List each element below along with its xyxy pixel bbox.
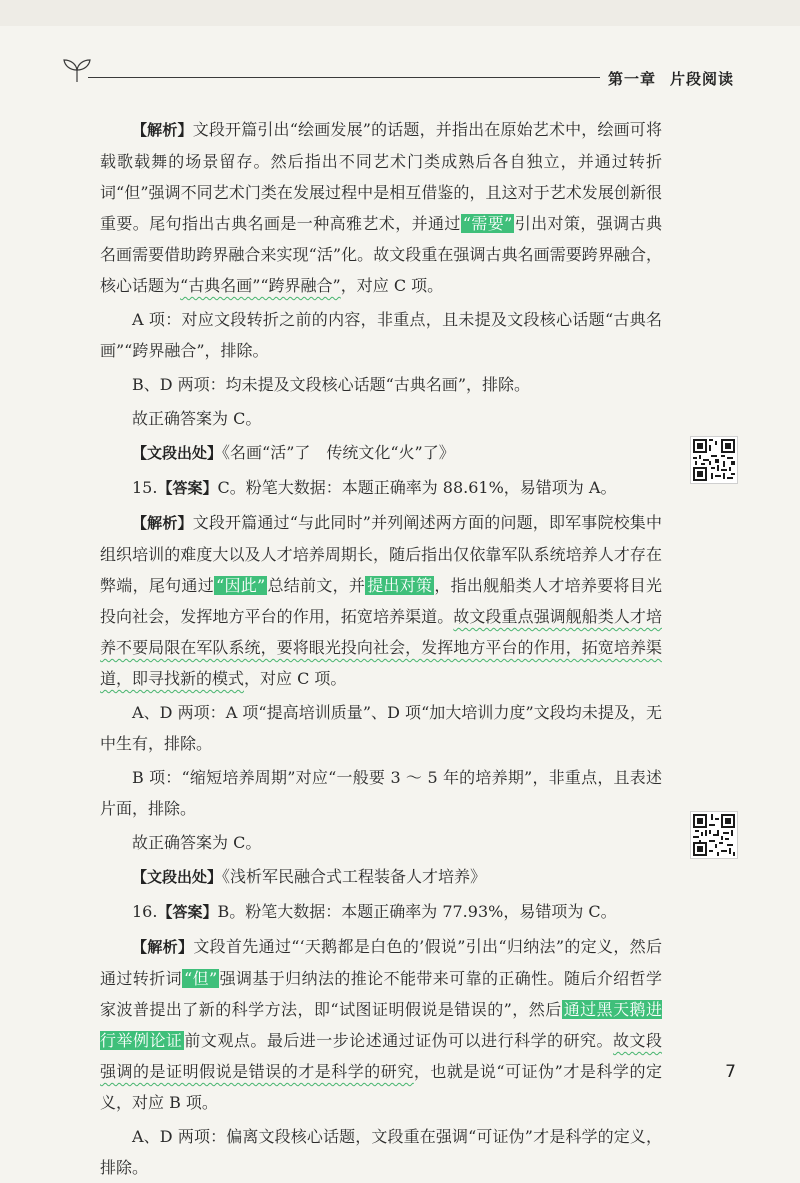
answer-text: C。粉笔大数据：本题正确率为 88.61%，易错项为 A。 (217, 478, 617, 497)
chapter-number: 第一章 (607, 70, 656, 88)
analysis-text: 引出对策，强调古典名画需要借助跨界融合来实现“活”化。故文段重在强调古典名画需要跨界融合，核心话题为 (100, 214, 662, 295)
highlight: “但” (184, 969, 218, 988)
header-rule (88, 77, 600, 78)
analysis-label: 【解析】 (132, 938, 194, 956)
analysis-text: 总结前文，并 (267, 576, 366, 595)
analysis-text: 文段开篇通过“与此同时”并列阐述两方面的问题，即军事院校集中组织培训的难度大以及人才培养周期长，随后指出仅依靠军队系统培养人才存在弊端，尾句通过 (100, 513, 662, 595)
analysis-text: ，对应 C 项。 (244, 669, 347, 688)
source-label: 【文段出处】 (132, 868, 223, 886)
underlined-text: “古典名画”“跨界融合” (180, 276, 341, 295)
qr-code-icon[interactable] (690, 436, 738, 484)
source-label: 【文段出处】 (132, 444, 223, 462)
chapter-heading (608, 68, 734, 89)
highlight: “因此” (215, 576, 266, 595)
section-title: 片段阅读 (669, 70, 734, 88)
q16-answer (100, 896, 662, 928)
analysis-text: ，指出舰船类人才培养要将目光投向社会，发挥地方平台的作用，拓宽培养渠道。 (100, 576, 662, 626)
q15-analysis (100, 507, 662, 694)
highlight: 通过黑天鹅进行举例论证 (100, 1000, 662, 1050)
q15-conclusion: 故正确答案为 C。 (132, 833, 262, 852)
source-title: 《浅析军民融合式工程装备人才培养》 (222, 867, 487, 886)
analysis-text: 强调基于归纳法的推论不能带来可靠的正确性。随后介绍哲学家波普提出了新的科学方法，即“试图证明假说是错误的”，然后 (100, 969, 662, 1019)
q15-answer (100, 472, 662, 504)
analysis-label: 【解析】 (132, 514, 193, 532)
analysis-text: 文段开篇引出“绘画发展”的话题，并指出在原始艺术中，绘画可将载歌载舞的场景留存。然后指出不同艺术门类成熟后各自独立，并通过转折词“但”强调不同艺术门类在发展过程中是相互借鉴的，且这对于艺术发展创新很重要。尾句指出古典名画是一种高雅艺术，并通过 (100, 120, 662, 233)
analysis-text: ，也就是说“可证伪”才是科学的定义，对应 B 项。 (100, 1062, 662, 1112)
question-number: 16. (132, 902, 158, 921)
highlight: “需要” (462, 214, 513, 233)
q14-source (100, 437, 662, 469)
highlight: 提出对策 (367, 576, 433, 595)
answer-text: B。粉笔大数据：本题正确率为 77.93%，易错项为 C。 (217, 902, 617, 921)
top-band (0, 0, 800, 26)
q14-analysis (100, 114, 662, 301)
analysis-text: 前文观点。最后进一步论述通过证伪可以进行科学的研究。 (184, 1031, 613, 1050)
sprout-icon (60, 54, 94, 84)
underlined-text: 故文段强调的是证明假说是错误的才是科学的研究 (100, 1031, 662, 1081)
q15-option-b: B 项：“缩短培养周期”对应“一般要 3 ～ 5 年的培养期”，非重点，且表述片面，排除。 (100, 768, 662, 818)
analysis-text: ，对应 C 项。 (340, 276, 444, 295)
source-title: 《名画“活”了 传统文化“火”了》 (222, 443, 455, 462)
answer-label: 【答案】 (157, 903, 218, 921)
answer-label: 【答案】 (157, 479, 218, 497)
question-number: 15. (132, 478, 158, 497)
q16-analysis (100, 931, 662, 1118)
q14-option-a: A 项：对应文段转折之前的内容，非重点，且未提及文段核心话题“古典名画”“跨界融合”，排除。 (100, 310, 662, 360)
analysis-label: 【解析】 (132, 121, 193, 139)
underlined-text: 故文段重点强调舰船类人才培养不要局限在军队系统，要将眼光投向社会，发挥地方平台的作用，拓宽培养渠道，即寻找新的模式 (100, 607, 662, 688)
q15-source (100, 861, 662, 893)
analysis-text: 文段首先通过“‘天鹅都是白色的’假说”引出“归纳法”的定义，然后通过转折词 (100, 937, 662, 988)
q16-option-ad: A、D 两项：偏离文段核心话题，文段重在强调“可证伪”才是科学的定义，排除。 (100, 1127, 662, 1177)
qr-code-icon[interactable] (690, 811, 738, 859)
q14-conclusion: 故正确答案为 C。 (132, 409, 262, 428)
page-content (100, 114, 662, 1183)
q15-option-ad: A、D 两项：A 项“提高培训质量”、D 项“加大培训力度”文段均未提及，无中生有，排除。 (100, 703, 662, 753)
q14-option-bd: B、D 两项：均未提及文段核心话题“古典名画”，排除。 (132, 375, 531, 394)
page-number: 7 (725, 1062, 736, 1082)
